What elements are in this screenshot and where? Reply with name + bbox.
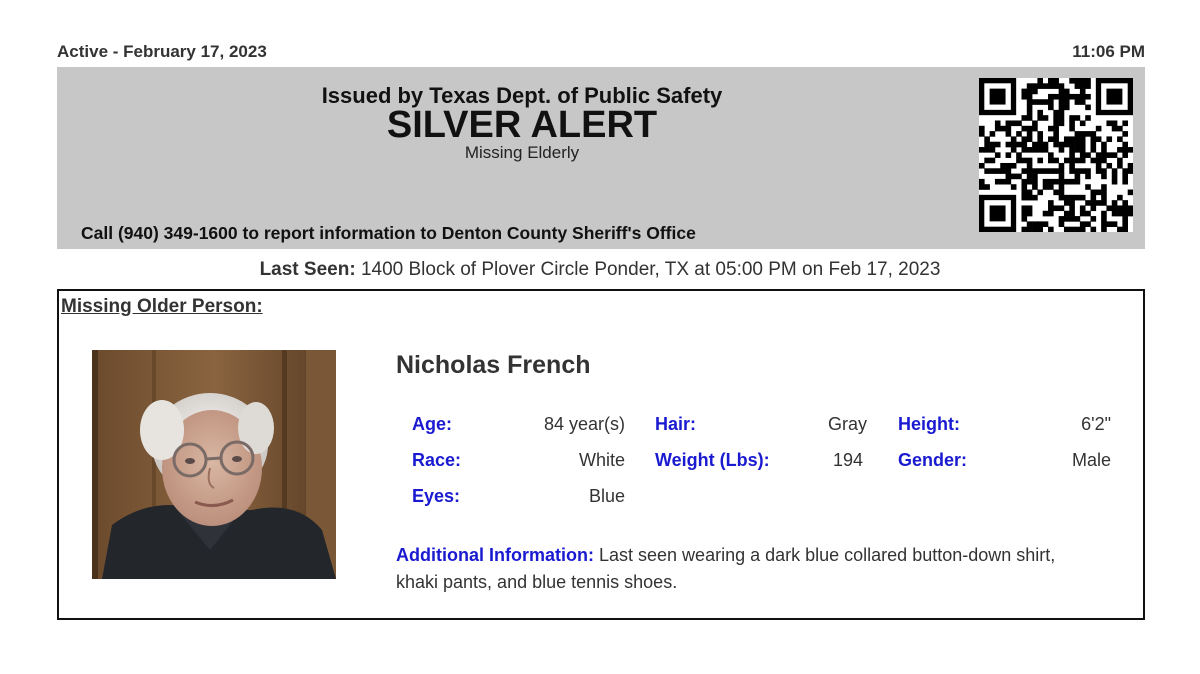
person-name: Nicholas French: [396, 351, 591, 379]
gender-value: Male: [1071, 450, 1111, 470]
last-seen-label: Last Seen:: [259, 259, 356, 280]
alert-subtitle: Missing Elderly: [464, 143, 580, 162]
gender-label: Gender:: [898, 450, 968, 470]
height-label: Height:: [898, 414, 960, 434]
age-label: Age:: [412, 414, 452, 434]
missing-person-panel: [57, 289, 1145, 620]
issued-by: Issued by Texas Dept. of Public Safety: [321, 83, 723, 108]
eyes-label: Eyes:: [412, 486, 461, 506]
hair-value: Gray: [827, 414, 867, 434]
alert-banner: [57, 67, 1145, 249]
qr-code[interactable]: [979, 78, 1133, 232]
alert-status: Active - February 17, 2023: [57, 42, 267, 61]
section-title: Missing Older Person:: [61, 296, 263, 317]
weight-label: Weight (Lbs):: [655, 450, 770, 470]
additional-information-label: Additional Information:: [396, 545, 594, 565]
report-call-text: Call (940) 349-1600 to report information to Denton County Sheriff's Office: [81, 223, 696, 243]
last-seen: [0, 259, 1200, 281]
alert-time: 11:06 PM: [1072, 42, 1145, 61]
weight-value: 194: [832, 450, 863, 470]
eyes-value: Blue: [588, 486, 625, 506]
race-label: Race:: [412, 450, 462, 470]
height-value: 6'2": [1081, 414, 1111, 434]
person-photo: [92, 350, 336, 579]
additional-information-text: Last seen wearing a dark blue collared button-down shirt, khaki pants, and blue tennis shoes.: [396, 545, 1056, 592]
age-value: 84 year(s): [543, 414, 625, 434]
additional-information: [396, 542, 1096, 596]
race-value: White: [578, 450, 625, 470]
alert-title: SILVER ALERT: [386, 104, 658, 146]
last-seen-value: 1400 Block of Plover Circle Ponder, TX at 05:00 PM on Feb 17, 2023: [360, 259, 941, 280]
alert-status-bar: [57, 42, 1145, 64]
hair-label: Hair:: [655, 414, 697, 434]
